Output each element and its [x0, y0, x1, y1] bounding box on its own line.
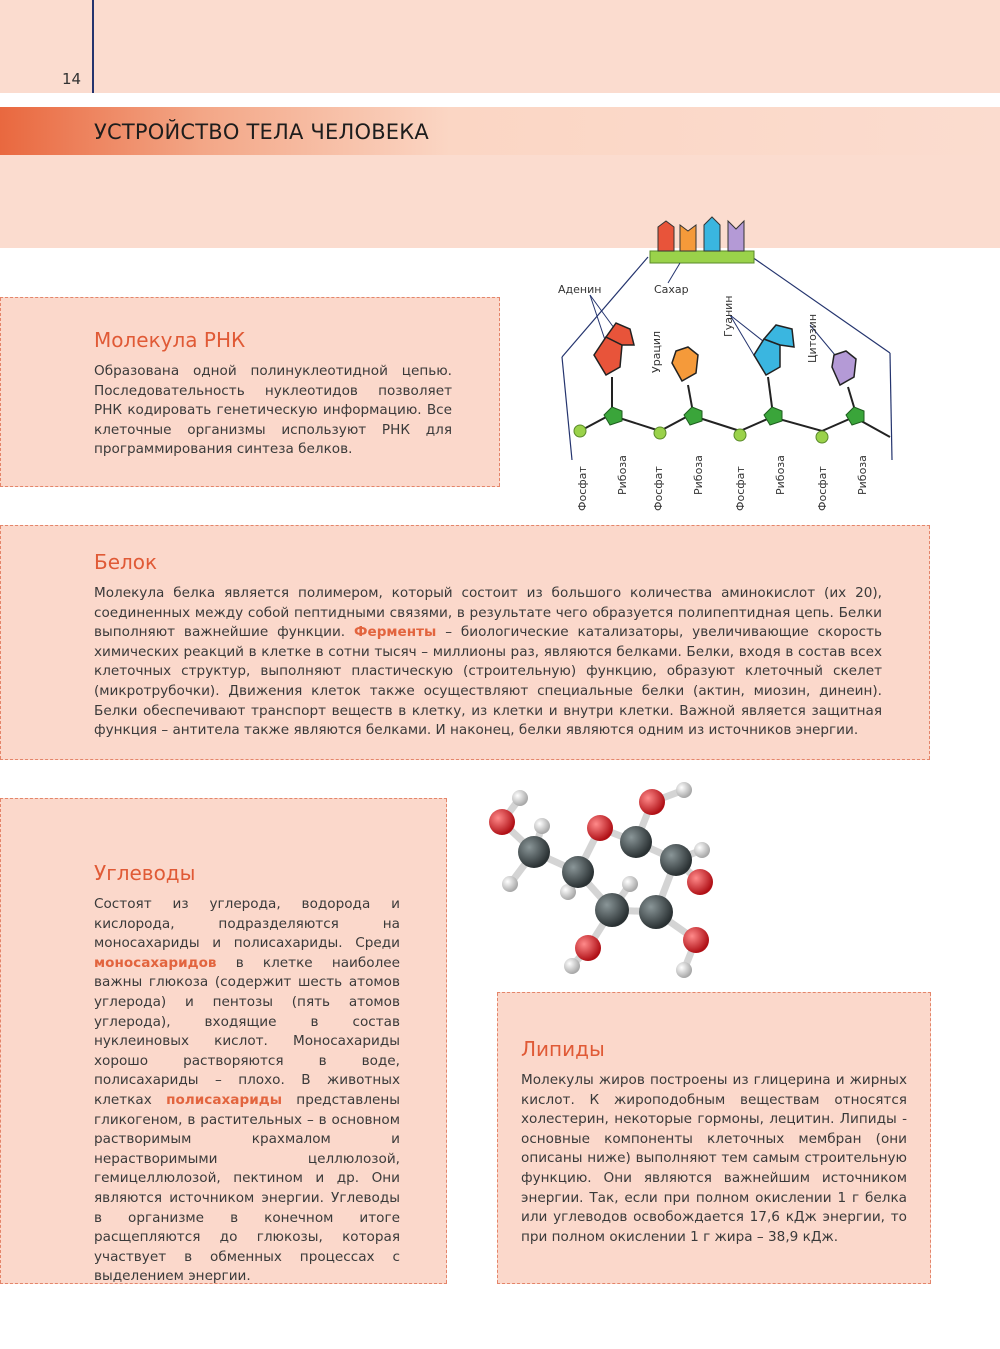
- mini-cytosine-shape: [728, 221, 744, 251]
- carbs-text-part-1: Состоят из углерода, водорода и кислорода, подразделяются на моносахариды и полисахариды. Среди: [94, 896, 400, 952]
- adenine-base: [594, 323, 634, 375]
- carbs-text-part-3: представлены гликогеном, в растительных – в основном растворимым крахмалом и нерастворимыми целлюлозой, гемицеллюлозой, пектином и др. Они являются источником энергии. Углеводы в организме в конечном итоге расщепляются до глюкозы, которая участвует в обменных процессах с выделением энергии.: [94, 1091, 400, 1285]
- lipids-box: [497, 992, 931, 1284]
- mini-uracil-shape: [680, 225, 696, 251]
- label-ribose-1: Рибоза: [616, 455, 629, 495]
- label-phosphate-3: Фосфат: [734, 466, 747, 511]
- protein-text: [94, 584, 882, 741]
- carbs-highlight-1: моносахаридов: [94, 954, 217, 971]
- protein-text-part-1: Молекула белка является полимером, который состоит из большого количества аминокислот (их 20), соединенных между собой пептидными связями, в результате чего образуется полипептидная цепь. Белки выполняют важнейшие функции.: [94, 585, 882, 641]
- protein-highlight: Ферменты: [354, 624, 437, 641]
- protein-box: [0, 525, 930, 760]
- sugar-bar-shape: [650, 251, 754, 263]
- cytosine-base: [832, 351, 856, 385]
- ribose-node-4: [846, 407, 864, 425]
- ribose-node-3: [764, 407, 782, 425]
- mini-guanine-shape: [704, 217, 720, 251]
- page-number: 14: [62, 70, 82, 88]
- phosphate-node-2: [654, 427, 666, 439]
- label-phosphate-1: Фосфат: [576, 466, 589, 511]
- label-sugar: Сахар: [654, 283, 689, 296]
- phosphate-node-1: [574, 425, 586, 437]
- margin-rule: [92, 0, 94, 93]
- label-adenine: Аденин: [558, 283, 602, 296]
- label-phosphate-4: Фосфат: [816, 466, 829, 511]
- section-title: УСТРОЙСТВО ТЕЛА ЧЕЛОВЕКА: [94, 120, 429, 144]
- carbs-text: [94, 895, 400, 1287]
- molecule-atoms: [489, 782, 713, 978]
- label-guanine: Гуанин: [722, 295, 735, 337]
- label-cytosine: Цитозин: [806, 313, 819, 363]
- rna-diagram: [550, 205, 900, 525]
- uracil-base: [672, 347, 698, 381]
- rna-box: [0, 297, 500, 487]
- rna-title: Молекула РНК: [94, 328, 246, 352]
- phosphate-node-3: [734, 429, 746, 441]
- carbs-text-part-2: в клетке наиболее важны глюкоза (содержит шесть атомов углерода) и пентозы (пять атомов углерода), входящие в состав нуклеиновых кислот. Моносахариды хорошо растворяются в воде, полисахариды – плохо. В животных клетках: [94, 954, 400, 1108]
- ribose-node-2: [684, 407, 702, 425]
- ribose-node-1: [604, 407, 622, 425]
- label-phosphate-2: Фосфат: [652, 466, 665, 511]
- label-uracil: Урацил: [650, 330, 663, 373]
- protein-text-part-2: – биологические катализаторы, увеличивающие скорость химических реакций в клетке в сотни тысяч – миллионы раз, являются белками. Белки, входя в состав всех клеточных структур, выполняют пластическую (строительную) функцию, образуют клеточный скелет (микротрубочки). Движения клеток также осуществляют специальные белки (актин, миозин, динеин). Белки обеспечивают транспорт веществ в клетку, из клетки и внутри клетки. Важной является защитная функция – антитела также являются белками. И наконец, белки являются одним из источников энергии.: [94, 624, 882, 739]
- mini-adenine-shape: [658, 221, 674, 251]
- header-strip: [0, 93, 1000, 107]
- guanine-base: [754, 325, 794, 375]
- lipids-text: Молекулы жиров построены из глицерина и жирных кислот. К жироподобным веществам относятся холестерин, некоторые гормоны, лецитин. Липиды - основные компоненты клеточных мембран (они описаны ниже) выполняют тем самым строительную функцию. Они являются важнейшим источником энергии. Так, если при полном окислении 1 г белка или углеводов освобождается 17,6 кДж энергии, то при полном окислении 1 г жира – 38,9 кДж.: [521, 1072, 907, 1245]
- carbs-title: Углеводы: [94, 861, 196, 885]
- base-stems: [612, 377, 854, 407]
- phosphate-node-4: [816, 431, 828, 443]
- rna-text: Образована одной полинуклеотидной цепью. Последовательность нуклеотидов позволяет РНК кодировать генетическую информацию. Все клеточные организмы используют РНК для программирования синтеза белков.: [94, 363, 452, 458]
- protein-title: Белок: [94, 550, 158, 574]
- carbs-highlight-2: полисахариды: [166, 1091, 282, 1108]
- label-ribose-3: Рибоза: [774, 455, 787, 495]
- glucose-molecule-illustration: [480, 780, 730, 980]
- lipids-title: Липиды: [521, 1037, 605, 1061]
- label-ribose-2: Рибоза: [692, 455, 705, 495]
- carbs-box: [0, 798, 447, 1284]
- label-ribose-4: Рибоза: [856, 455, 869, 495]
